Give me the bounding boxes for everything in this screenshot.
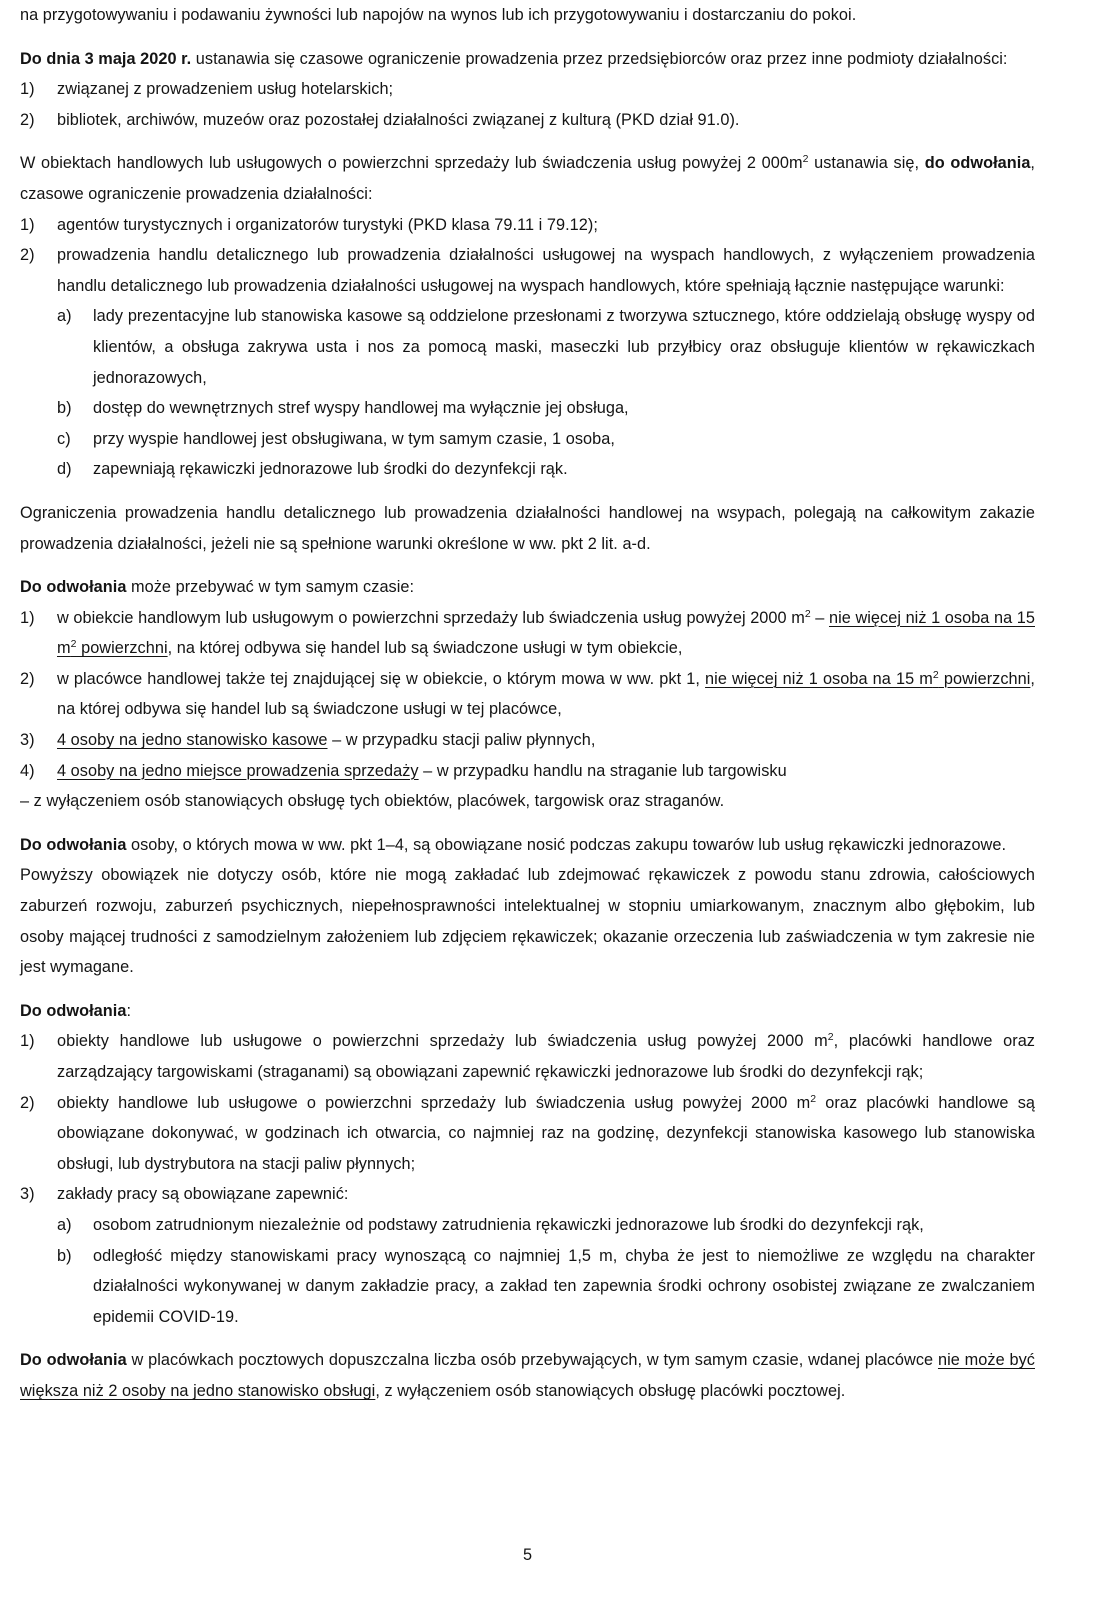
text-run: dostęp do wewnętrznych stref wyspy handlowej ma wyłącznie jej obsługa, [93,399,629,418]
text-run: w obiekcie handlowym lub usługowym o powierzchni sprzedaży lub świadczenia usług powyżej 2000 m [57,608,805,627]
text-run: ustanawia się, [808,154,925,173]
section [20,148,1035,485]
superscript: 2 [932,668,939,681]
paragraph [20,148,1035,209]
sub-list-item [20,301,1035,393]
list-marker: 2) [20,246,35,265]
list-item [20,603,1035,664]
text-run: , czasowe ograniczenie prowadzenia działalności: [20,154,1035,203]
superscript: 2 [70,638,77,651]
bold-text: Do odwołania [20,835,127,854]
list-marker: 1) [20,608,35,627]
list-item [20,105,1035,136]
bold-text: do odwołania [924,154,1031,173]
text-run: może przebywać w tym samym czasie: [126,578,415,597]
underlined-text: nie więcej niż 1 osoba na 15 m [57,608,1035,658]
underlined-text: powierzchni [76,639,168,658]
list-marker: d) [57,460,72,479]
list-marker: b) [57,1246,72,1265]
list-marker: 3) [20,1185,35,1204]
text-run: związanej z prowadzeniem usług hotelarskich; [57,80,394,99]
text-run: oraz placówki handlowe są obowiązane dokonywać, w godzinach ich otwarcia, co najmniej raz na godzinę, dezynfekcji stanowiska kasowego lub stanowiska obsługi, lub dystrybutora na stacji paliw płynnych; [57,1093,1035,1173]
sub-list-item [20,1210,1035,1241]
section [20,44,1035,136]
text-run: w placówkach pocztowych dopuszczalna liczba osób przebywających, w tym samym czasie, wdanej placówce [126,1351,938,1370]
paragraph [20,44,1035,75]
list-marker: 2) [20,669,35,688]
text-run: , na której odbywa się handel lub są świadczone usługi w tym obiekcie, [167,639,683,658]
text-run: prowadzenia handlu detalicznego lub prowadzenia działalności usługowej na wyspach handlowych, z wyłączeniem prowadzenia handlu detalicznego lub prowadzenia działalności usługowej na wyspach handlowych, które spełniają łącznie następujące warunki: [57,246,1035,295]
list-item [20,210,1035,241]
text-run: Ograniczenia prowadzenia handlu detalicznego lub prowadzenia działalności handlowej na wsypach, polegają na całkowitym zakazie prowadzenia działalności, jeżeli nie są spełnione warunki określone w ww. pkt 2 lit. a-d. [20,503,1035,553]
text-run: – w przypadku stacji paliw płynnych, [327,731,596,750]
list-marker: 2) [20,110,35,129]
text-run: – w przypadku handlu na straganie lub targowisku [418,761,787,780]
text-run: zapewniają rękawiczki jednorazowe lub środki do dezynfekcji rąk. [93,460,568,479]
underlined-text: powierzchni [938,669,1031,688]
list-item [20,240,1035,301]
superscript: 2 [810,1092,817,1105]
list-item [20,756,1035,787]
text-run: zakłady pracy są obowiązane zapewnić: [57,1185,349,1204]
list-item [20,664,1035,725]
section [20,0,1035,31]
paragraph [20,0,1035,31]
section [20,996,1035,1333]
text-run: ustanawia się czasowe ograniczenie prowadzenia przez przedsiębiorców oraz przez inne podmioty działalności: [191,49,1008,68]
list-item [20,725,1035,756]
bold-text: Do odwołania [20,1001,127,1020]
bold-text: Do dnia 3 maja 2020 r. [20,49,192,68]
document-body [20,0,1035,1407]
list-marker: a) [57,1215,72,1234]
text-run: Powyższy obowiązek nie dotyczy osób, które nie mogą zakładać lub zdejmować rękawiczek z powodu stanu zdrowia, całościowych zaburzeń rozwoju, zaburzeń psychicznych, niepełnosprawności intelektualnej w stopniu umiarkowanym, znacznym albo głębokim, lub osoby mającej trudności z samodzielnym założeniem lub zdjęciem rękawiczek; okazanie orzeczenia lub zaświadczenia w tym zakresie nie jest wymagane. [20,866,1035,977]
list-marker: c) [57,429,71,448]
text-run: osoby, o których mowa w ww. pkt 1–4, są obowiązane nosić podczas zakupu towarów lub usług rękawiczki jednorazowe. [126,835,1007,854]
list-marker: 4) [20,761,35,780]
list-marker: 1) [20,1032,35,1051]
underlined-text: nie więcej niż 1 osoba na 15 m [705,669,933,688]
text-run: osobom zatrudnionym niezależnie od podstawy zatrudnienia rękawiczki jednorazowe lub środki do dezynfekcji rąk, [93,1215,924,1234]
text-run: na przygotowywaniu i podawaniu żywności lub napojów na wynos lub ich przygotowywaniu i dostarczaniu do pokoi. [20,6,857,24]
text-run: lady prezentacyjne lub stanowiska kasowe są oddzielone przesłonami z tworzywa sztucznego, które oddzielają obsługę wyspy od klientów, a obsługa zakrywa usta i nos za pomocą maski, maseczki lub przyłbicy oraz obsługuje klientów w rękawiczkach jednorazowych, [93,307,1035,387]
list-marker: 1) [20,80,35,99]
list-marker: 2) [20,1093,35,1112]
underlined-text: 4 osoby na jedno miejsce prowadzenia sprzedaży [57,761,419,780]
section [20,1345,1035,1406]
paragraph [20,572,1035,603]
section [20,572,1035,817]
text-run: : [126,1001,132,1020]
list-item [20,1088,1035,1180]
underlined-text: 4 osoby na jedno stanowisko kasowe [57,731,328,750]
text-run: – [810,608,829,627]
paragraph [20,830,1035,861]
text-run: agentów turystycznych i organizatorów turystyki (PKD klasa 79.11 i 79.12); [57,215,598,234]
text-run: – z wyłączeniem osób stanowiących obsługę tych obiektów, placówek, targowisk oraz straganów. [20,792,725,811]
page-number: 5 [522,1546,533,1564]
list-item [20,1179,1035,1210]
text-run: przy wyspie handlowej jest obsługiwana, w tym samym czasie, 1 osoba, [93,429,615,448]
bold-text: Do odwołania [20,1351,127,1370]
text-run: obiekty handlowe lub usługowe o powierzchni sprzedaży lub świadczenia usług powyżej 2000 m [57,1093,811,1112]
list-item [20,1026,1035,1087]
text-run: obiekty handlowe lub usługowe o powierzchni sprzedaży lub świadczenia usług powyżej 2000 m [57,1032,828,1051]
list-marker: 3) [20,731,35,750]
superscript: 2 [802,153,809,166]
sub-list-item [20,424,1035,455]
list-marker: b) [57,399,72,418]
text-run: , na której odbywa się handel lub są świadczone usługi w tej placówce, [57,669,1035,719]
sub-list-item [20,393,1035,424]
sub-list-item [20,1241,1035,1333]
bold-text: Do odwołania [20,578,127,597]
section [20,498,1035,559]
paragraph [20,996,1035,1027]
list-item [20,74,1035,105]
section [20,830,1035,983]
text-run: W obiektach handlowych lub usługowych o powierzchni sprzedaży lub świadczenia usług powyżej 2 000m [20,154,803,173]
paragraph [20,498,1035,559]
text-run: odległość między stanowiskami pracy wynoszącą co najmniej 1,5 m, chyba że jest to niemożliwe ze względu na charakter działalności wykonywanej w danym zakładzie pracy, a zakład ten zapewnia środki ochrony osobistej związane ze zwalczaniem epidemii COVID-19. [93,1246,1035,1326]
paragraph [20,1345,1035,1406]
text-run: , placówki handlowe oraz zarządzający targowiskami (straganami) są obowiązani zapewnić rękawiczki jednorazowe lub środki do dezynfekcji rąk; [57,1032,1035,1081]
list-marker: 1) [20,215,35,234]
list-marker: a) [57,307,72,326]
superscript: 2 [827,1031,834,1044]
superscript: 2 [804,607,811,620]
text-run: w placówce handlowej także tej znajdującej się w obiekcie, o którym mowa w ww. pkt 1, [57,669,706,688]
underlined-text: nie może być większa niż 2 osoby na jedno stanowisko obsługi [20,1351,1035,1400]
paragraph [20,786,1035,817]
paragraph [20,860,1035,982]
text-run: , z wyłączeniem osób stanowiących obsługę placówki pocztowej. [375,1381,846,1400]
text-run: bibliotek, archiwów, muzeów oraz pozostałej działalności związanej z kulturą (PKD dział 91.0). [57,110,740,129]
sub-list-item [20,454,1035,485]
